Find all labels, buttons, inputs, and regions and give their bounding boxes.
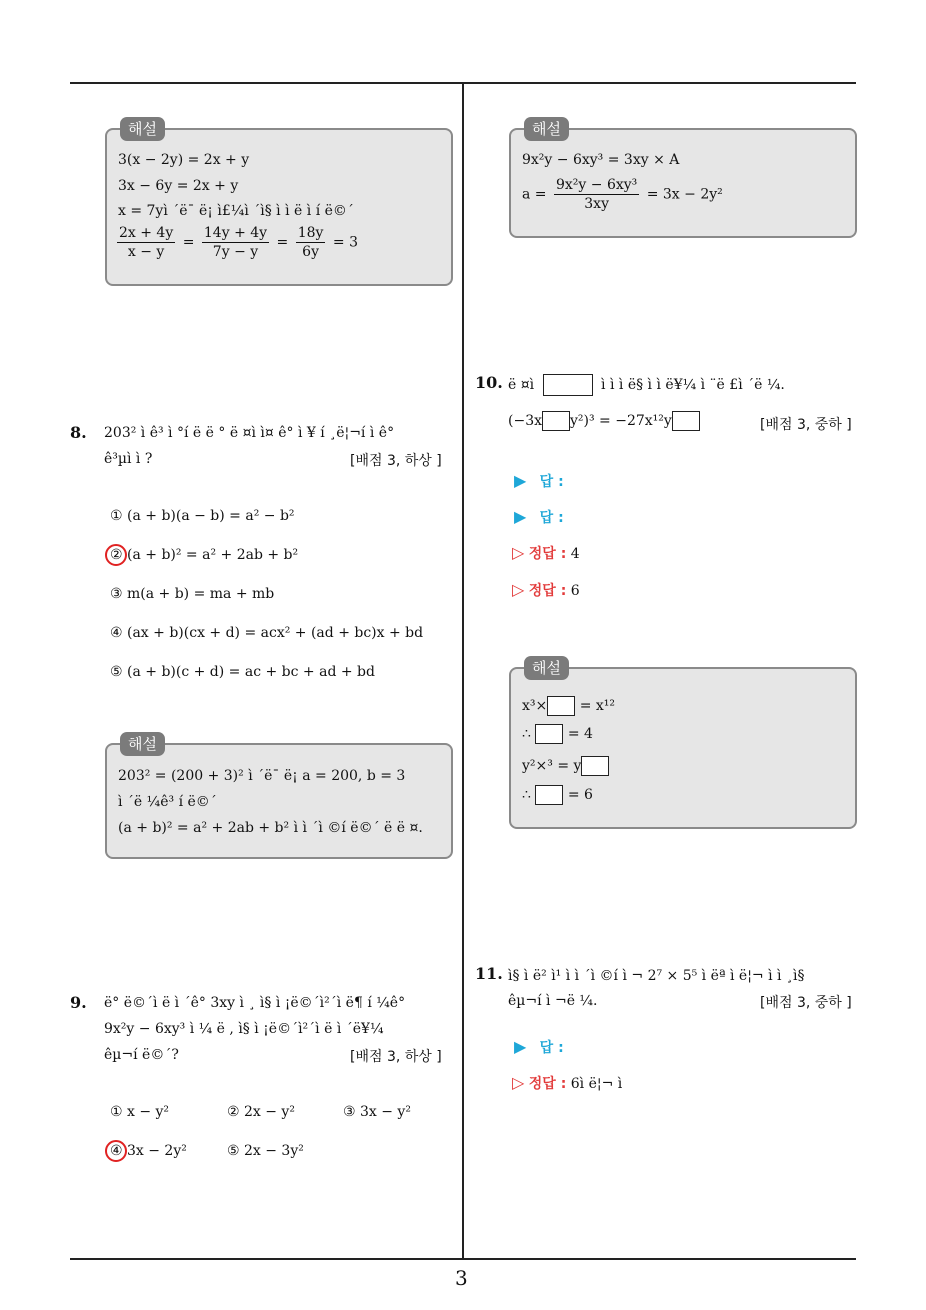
denominator: 6y <box>302 244 319 260</box>
score-label: [배점 3, 중하 ] <box>760 417 852 433</box>
answer-label: 답 : <box>539 510 564 526</box>
equation-result: = 3 <box>332 234 358 251</box>
question-10-expression <box>508 410 700 432</box>
equation-rhs: = 3x − 2y² <box>646 186 723 203</box>
question-10-text-a: ë ¤ì <box>508 377 539 393</box>
correct-answer-row <box>512 580 580 600</box>
correct-answer-label: 정답 : <box>528 1076 567 1092</box>
bottom-rule <box>70 1258 856 1260</box>
correct-answer-value: 6ì ë¦¬ ì <box>570 1076 623 1092</box>
solution-line: 3x − 6y = 2x + y <box>118 178 239 194</box>
correct-answer-label: 정답 : <box>528 583 567 599</box>
expr-part: = x¹² <box>579 698 616 714</box>
solution-line: 3(x − 2y) = 2x + y <box>118 152 250 168</box>
expr-part: x³× <box>522 698 548 714</box>
score-label: [배점 3, 중하 ] <box>760 995 852 1011</box>
denominator: 3xy <box>584 196 609 212</box>
choice-5[interactable]: ⑤ 2x − 3y² <box>227 1143 304 1159</box>
solution-line: x = 7yì ´ë¯ ë¡ ì£¼ì ´ì§ ì ì ë ì í ë©´ <box>118 203 354 219</box>
answer-row <box>514 1037 564 1057</box>
correct-answer-row <box>512 1073 622 1093</box>
page-number: 3 <box>455 1266 468 1290</box>
choice-2[interactable]: ② (a + b)² = a² + 2ab + b² <box>110 547 299 563</box>
correct-answer-row <box>512 543 580 563</box>
answer-row <box>514 471 564 491</box>
numerator: 18y <box>297 225 324 241</box>
therefore-symbol: ∴ <box>522 787 531 803</box>
choice-5[interactable]: ⑤ (a + b)(c + d) = ac + bc + ad + bd <box>110 664 375 680</box>
answer-blank-box <box>547 696 575 716</box>
question-11-text: êµ¬í ì ¬ë ¼. <box>508 993 598 1009</box>
choice-4[interactable]: ④ (ax + b)(cx + d) = acx² + (ad + bc)x + bd <box>110 625 424 641</box>
solution-line: 203² = (200 + 3)² ì ´ë¯ ë¡ a = 200, b = 3 <box>118 768 406 784</box>
choice-1[interactable]: ① (a + b)(a − b) = a² − b² <box>110 508 295 524</box>
column-divider <box>462 83 464 1259</box>
answer-blank-box <box>535 785 563 805</box>
solution-line <box>522 785 593 805</box>
question-8-text: 203² ì ê³ ì °í ë ë ° ë ¤ì ì¤ ê° ì ¥ í ¸ë¦¬í ì ê° <box>104 425 395 441</box>
question-number-10: 10. <box>475 373 503 392</box>
solution-line <box>522 756 609 776</box>
answer-blank-box <box>542 411 570 431</box>
fraction-equation <box>522 176 723 213</box>
question-number-11: 11. <box>475 964 503 983</box>
expr-part: y²×³ = y <box>522 758 582 774</box>
score-label: [배점 3, 하상 ] <box>350 1049 442 1065</box>
numerator: 9x²y − 6xy³ <box>555 177 638 193</box>
solution-tag: 해설 <box>524 656 569 680</box>
equation-lhs: a = <box>522 186 547 203</box>
outline-triangle-icon: ▷ <box>512 580 525 599</box>
choice-2[interactable]: ② 2x − y² <box>227 1104 295 1120</box>
denominator: x − y <box>127 244 165 260</box>
solution-line: ì ´ë ¼ê³ í ë©´ <box>118 794 217 810</box>
question-9-text: ë° ë©´ì ë ì ´ê° 3xy ì ¸ ì§ ì ¡ë©´ì²´ì ë¶ í ¼ê° <box>104 995 406 1011</box>
selected-answer-circle <box>105 1140 127 1162</box>
selected-answer-circle <box>105 544 127 566</box>
answer-blank-box <box>543 374 593 396</box>
expr-part: = 6 <box>567 787 593 803</box>
correct-answer-value: 6 <box>570 583 580 599</box>
question-number-8: 8. <box>70 423 87 442</box>
question-10-text-b: ì ì ì ë§ ì ì ë¥¼ ì ¨ë £ì ´ë ¼. <box>601 377 785 393</box>
question-number-9: 9. <box>70 993 87 1012</box>
question-11-text: ì§ ì ë² ì¹ ì ì ´ì ©í ì ¬ 2⁷ × 5⁵ ì ëª ì ë¦¬ ì ì ¸ì§ <box>508 968 805 984</box>
choice-1[interactable]: ① x − y² <box>110 1104 170 1120</box>
play-triangle-icon: ▶ <box>514 507 527 526</box>
choice-3[interactable]: ③ m(a + b) = ma + mb <box>110 586 275 602</box>
answer-label: 답 : <box>539 1040 564 1056</box>
numerator: 14y + 4y <box>203 225 268 241</box>
solution-tag: 해설 <box>120 117 165 141</box>
score-label: [배점 3, 하상 ] <box>350 453 442 469</box>
answer-label: 답 : <box>539 474 564 490</box>
play-triangle-icon: ▶ <box>514 471 527 490</box>
solution-line: 9x²y − 6xy³ = 3xy × A <box>522 152 680 168</box>
correct-answer-value: 4 <box>570 546 580 562</box>
therefore-symbol: ∴ <box>522 726 531 742</box>
answer-blank-box <box>672 411 700 431</box>
question-8-text: ê³µì ì ? <box>104 451 153 467</box>
expr-part-b: y²)³ = −27x¹²y <box>570 413 672 429</box>
correct-answer-label: 정답 : <box>528 546 567 562</box>
play-triangle-icon: ▶ <box>514 1037 527 1056</box>
expr-part: = 4 <box>567 726 593 742</box>
solution-line <box>522 696 615 716</box>
choice-4[interactable]: ④ 3x − 2y² <box>110 1143 187 1159</box>
choice-3[interactable]: ③ 3x − y² <box>343 1104 411 1120</box>
answer-row <box>514 507 564 527</box>
expr-part-a: (−3x <box>508 413 542 429</box>
outline-triangle-icon: ▷ <box>512 1073 525 1092</box>
denominator: 7y − y <box>212 244 259 260</box>
fraction-equation: $\frac{2x + 4y}{x - y}$ = $\frac{14y + 4y}{7y - y}$ = $\frac{18y}{6y}$ = 3 <box>119 225 358 260</box>
numerator: 2x + 4y <box>119 225 174 241</box>
solution-tag: 해설 <box>524 117 569 141</box>
answer-blank-box <box>581 756 609 776</box>
solution-tag: 해설 <box>120 732 165 756</box>
question-9-text: êµ¬í ë©´? <box>104 1047 179 1063</box>
solution-line <box>522 724 593 744</box>
question-10-text <box>508 374 785 396</box>
question-9-text: 9x²y − 6xy³ ì ¼ ë , ì§ ì ¡ë©´ì²´ì ë ì ´ë¥¼ <box>104 1021 384 1037</box>
outline-triangle-icon: ▷ <box>512 543 525 562</box>
answer-blank-box <box>535 724 563 744</box>
solution-line: (a + b)² = a² + 2ab + b² ì ì ´ì ©í ë©´ ë ë ¤. <box>118 820 423 836</box>
